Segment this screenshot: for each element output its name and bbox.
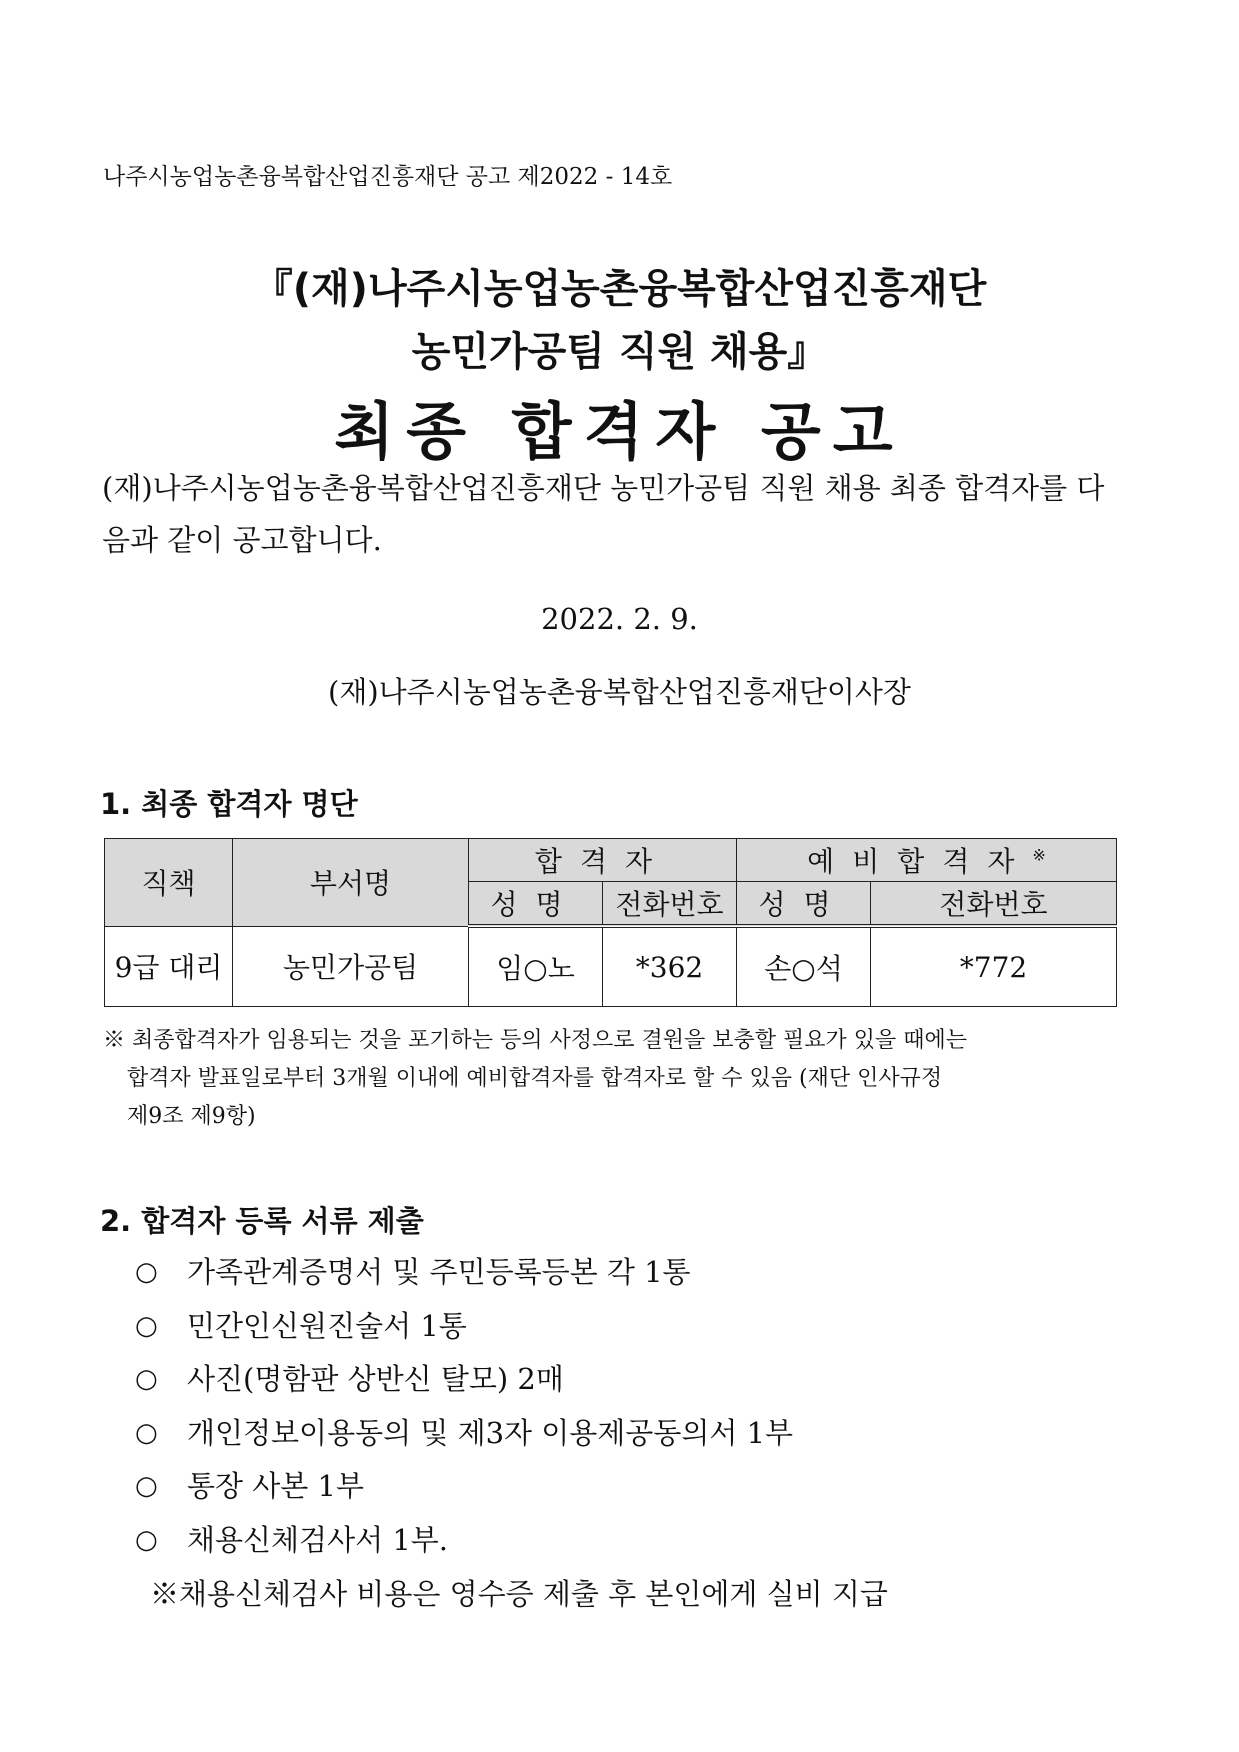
circle-bullet-icon: ○ [135,1257,158,1287]
header-reserve-label: 예비합격자 [807,845,1033,878]
cell-position: 9급 대리 [105,926,233,1007]
cell-reserve-name: 손○석 [737,926,871,1007]
document-label: 통장 사본 1부 [187,1469,364,1503]
title-line-2: 농민가공팀 직원 채용』 [411,329,828,375]
list-item [135,1246,793,1300]
section-2-heading: 2. 합격자 등록 서류 제출 [100,1204,424,1238]
document-label: 가족관계증명서 및 주민등록등본 각 1통 [187,1255,691,1289]
section-1-heading: 1. 최종 합격자 명단 [100,787,358,821]
header-reserve-name-label: 성명 [758,888,849,921]
cell-reserve-phone: *772 [871,926,1117,1007]
header-passer [469,839,737,882]
list-item [135,1300,793,1354]
document-label: 채용신체검사서 1부. [187,1522,448,1557]
list-item [135,1353,793,1407]
header-passer-name-label: 성명 [490,888,581,921]
circle-bullet-icon: ○ [135,1524,158,1555]
page-title: 최종 합격자 공고 [334,395,905,468]
header-position: 직책 [105,839,233,927]
cell-passer-name: 임○노 [469,926,603,1007]
issuer: (재)나주시농업농촌융복합산업진흥재단이사장 [328,675,911,709]
table-row [105,926,1117,1007]
successful-candidates-table [104,838,1117,1007]
reserve-footnote [103,1022,1113,1136]
list-item [135,1514,793,1568]
header-reserve [737,839,1117,882]
medical-exam-cost-note: ※채용신체검사 비용은 영수증 제출 후 본인에게 실비 지급 [150,1577,888,1611]
notice-number: 나주시농업농촌융복합산업진흥재단 공고 제2022 - 14호 [103,164,673,190]
header-passer-name [469,882,603,927]
title-line-1: 『(재)나주시농업농촌융복합산업진흥재단 [252,266,987,312]
list-item [135,1407,793,1461]
header-reserve-phone: 전화번호 [871,882,1117,927]
header-passer-label: 합격자 [534,845,671,878]
circle-bullet-icon: ○ [135,1417,158,1448]
footnote-line: ※ 최종합격자가 임용되는 것을 포기하는 등의 사정으로 결원을 보충할 필요가 있을 때에는 [103,1028,967,1053]
circle-bullet-icon: ○ [135,1364,158,1394]
reserve-note-mark: ※ [1032,845,1046,865]
document-label: 개인정보이용동의 및 제3자 이용제공동의서 1부 [187,1415,794,1450]
footnote-line: 합격자 발표일로부터 3개월 이내에 예비합격자를 합격자로 할 수 있음 (재단 인사규정 [127,1066,943,1091]
document-label: 사진(명함판 상반신 탈모) 2매 [187,1362,564,1396]
header-reserve-name [737,882,871,927]
header-department: 부서명 [233,839,469,927]
header-passer-phone: 전화번호 [603,882,737,927]
circle-bullet-icon: ○ [135,1310,158,1341]
document-label: 민간인신원진술서 1통 [187,1308,467,1343]
footnote-line: 제9조 제9항) [127,1104,256,1129]
cell-passer-phone: *362 [603,926,737,1007]
intro-text: (재)나주시농업농촌융복합산업진흥재단 농민가공팀 직원 채용 최종 합격자를 다음과 같이 공고합니다. [102,471,1105,557]
list-item [135,1460,793,1514]
required-documents-list [135,1246,793,1567]
cell-department: 농민가공팀 [233,926,469,1007]
circle-bullet-icon: ○ [135,1471,158,1501]
announcement-date: 2022. 2. 9. [541,602,698,636]
